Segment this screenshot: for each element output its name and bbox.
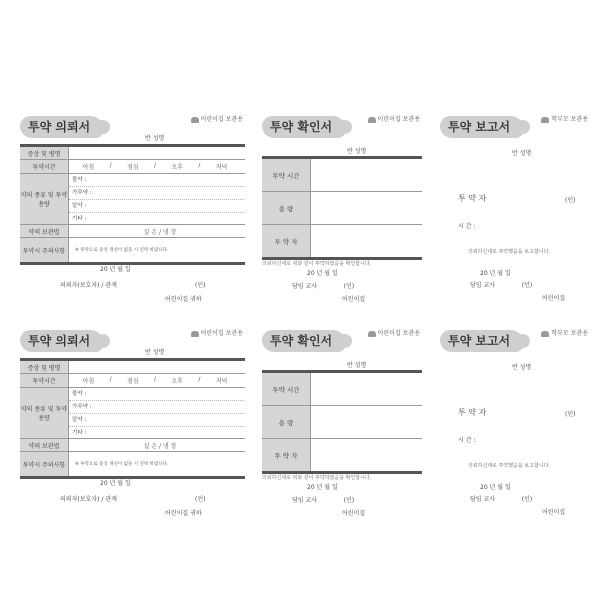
notes-label: 투약시 주의사항 — [20, 238, 69, 262]
seal-mark: (인) — [565, 411, 576, 418]
medication-confirm-form — [262, 108, 422, 318]
drug-kind-label: 약의 종류 및 투약 용량 — [20, 174, 69, 224]
time-line: 시 간 : — [458, 437, 476, 444]
daycare-line: 어린이집 귀하 — [165, 296, 202, 303]
report-statement: 의뢰하신대로 투약했음을 보고합니다. — [468, 249, 551, 255]
storage-options[interactable]: 실 온 / 냉 장 — [143, 442, 177, 450]
form-title: 투약 확인서 — [262, 330, 346, 352]
request-table — [20, 361, 245, 479]
notes-label: 투약시 주의사항 — [20, 452, 69, 476]
amount-label: 용 량 — [262, 192, 311, 224]
medication-report-form — [440, 322, 590, 532]
symptom-field[interactable] — [69, 361, 245, 373]
time-line: 시 간 : — [458, 223, 476, 230]
amount-label: 용 량 — [262, 406, 311, 438]
teacher-line: 담임 교사 (인) — [292, 497, 355, 504]
daycare-line: 어린이집 — [342, 510, 366, 517]
date-line: 20 년 월 일 — [307, 270, 338, 277]
brand-label: 어린이집 보관용 — [191, 328, 243, 337]
form-title: 투약 보고서 — [440, 116, 524, 138]
brand-label: 학부모 보관용 — [541, 328, 588, 337]
storage-label: 약의 보관법 — [20, 439, 69, 451]
medication-request-form — [20, 108, 245, 318]
daycare-icon — [191, 117, 199, 123]
daycare-line: 어린이집 — [342, 296, 366, 303]
dose-time-label: 투약 시간 — [262, 373, 311, 405]
form-title: 투약 의뢰서 — [20, 116, 104, 138]
confirm-statement: 의뢰하신대로 위와 같이 투약하였음을 확인합니다. — [262, 261, 372, 267]
daycare-line: 어린이집 — [542, 295, 566, 302]
teacher-line: 담임 교사 (인) — [470, 496, 533, 503]
daycare-icon — [368, 117, 376, 123]
parent-icon — [541, 117, 549, 123]
form-title: 투약 보고서 — [440, 330, 524, 352]
request-table — [20, 147, 245, 265]
dose-time-label: 투약시간 — [20, 374, 69, 387]
date-line: 20 년 월 일 — [100, 266, 131, 273]
forms-row-2 — [0, 322, 600, 532]
notes-text: ※ 투약으로 증상 개선이 없을 시 연락 바랍니다. — [75, 248, 169, 253]
name-line: 반 성명 — [512, 364, 532, 371]
seal-mark: (인) — [195, 496, 206, 503]
amount-field[interactable] — [311, 192, 422, 224]
dose-times[interactable]: 아침 / 점심 / 오후 / 저녁 — [82, 162, 228, 171]
dose-time-field[interactable] — [311, 373, 422, 405]
form-title: 투약 확인서 — [262, 116, 346, 138]
name-line: 반 성명 — [145, 135, 165, 142]
forms-row-1 — [0, 108, 600, 318]
date-line: 20 년 월 일 — [480, 270, 511, 277]
giver-label: 투 약 자 — [458, 408, 487, 417]
dose-time-label: 투약 시간 — [262, 159, 311, 191]
name-line: 반 성명 — [347, 362, 367, 369]
storage-label: 약의 보관법 — [20, 225, 69, 237]
notes-text: ※ 투약으로 증상 개선이 없을 시 연락 바랍니다. — [75, 462, 169, 467]
symptom-label: 증상 및 병명 — [20, 147, 69, 159]
medication-request-form — [20, 322, 245, 532]
brand-label: 어린이집 보관용 — [368, 114, 420, 123]
dose-time-field[interactable] — [311, 159, 422, 191]
medication-confirm-form — [262, 322, 422, 532]
giver-field[interactable] — [311, 439, 422, 471]
symptom-label: 증상 및 병명 — [20, 361, 69, 373]
name-line: 반 성명 — [347, 148, 367, 155]
name-line: 반 성명 — [512, 150, 532, 157]
amount-field[interactable] — [311, 406, 422, 438]
date-line: 20 년 월 일 — [480, 484, 511, 491]
storage-options[interactable]: 실 온 / 냉 장 — [143, 228, 177, 236]
confirm-statement: 의뢰하신대로 위와 같이 투약하였음을 확인합니다. — [262, 475, 372, 481]
drug-lines[interactable]: 물약 : 가루약 : 알약 : 기타 : — [69, 388, 245, 438]
parent-icon — [541, 331, 549, 337]
guardian-line: 의뢰자(보호자) / 관계 — [60, 282, 117, 289]
seal-mark: (인) — [565, 197, 576, 204]
seal-mark: (인) — [195, 282, 206, 289]
teacher-line: 담임 교사 (인) — [470, 282, 533, 289]
daycare-icon — [368, 331, 376, 337]
date-line: 20 년 월 일 — [100, 480, 131, 487]
symptom-field[interactable] — [69, 147, 245, 159]
guardian-line: 의뢰자(보호자) / 관계 — [60, 496, 117, 503]
form-title: 투약 의뢰서 — [20, 330, 104, 352]
dose-time-label: 투약시간 — [20, 160, 69, 173]
name-line: 반 성명 — [145, 349, 165, 356]
drug-kind-label: 약의 종류 및 투약 용량 — [20, 388, 69, 438]
date-line: 20 년 월 일 — [307, 484, 338, 491]
medication-report-form — [440, 108, 590, 318]
giver-label: 투 약 자 — [262, 439, 311, 471]
dose-times[interactable]: 아침 / 점심 / 오후 / 저녁 — [82, 376, 228, 385]
giver-label: 투 약 자 — [262, 225, 311, 257]
brand-label: 어린이집 보관용 — [191, 114, 243, 123]
brand-label: 학부모 보관용 — [541, 114, 588, 123]
giver-field[interactable] — [311, 225, 422, 257]
daycare-icon — [191, 331, 199, 337]
confirm-table — [262, 373, 422, 474]
giver-label: 투 약 자 — [458, 194, 487, 203]
drug-lines[interactable]: 물약 : 가루약 : 알약 : 기타 : — [69, 174, 245, 224]
daycare-line: 어린이집 — [542, 509, 566, 516]
brand-label: 어린이집 보관용 — [368, 328, 420, 337]
daycare-line: 어린이집 귀하 — [165, 510, 202, 517]
teacher-line: 담임 교사 (인) — [292, 283, 355, 290]
confirm-table — [262, 159, 422, 260]
report-statement: 의뢰하신대로 투약했음을 보고합니다. — [468, 463, 551, 469]
